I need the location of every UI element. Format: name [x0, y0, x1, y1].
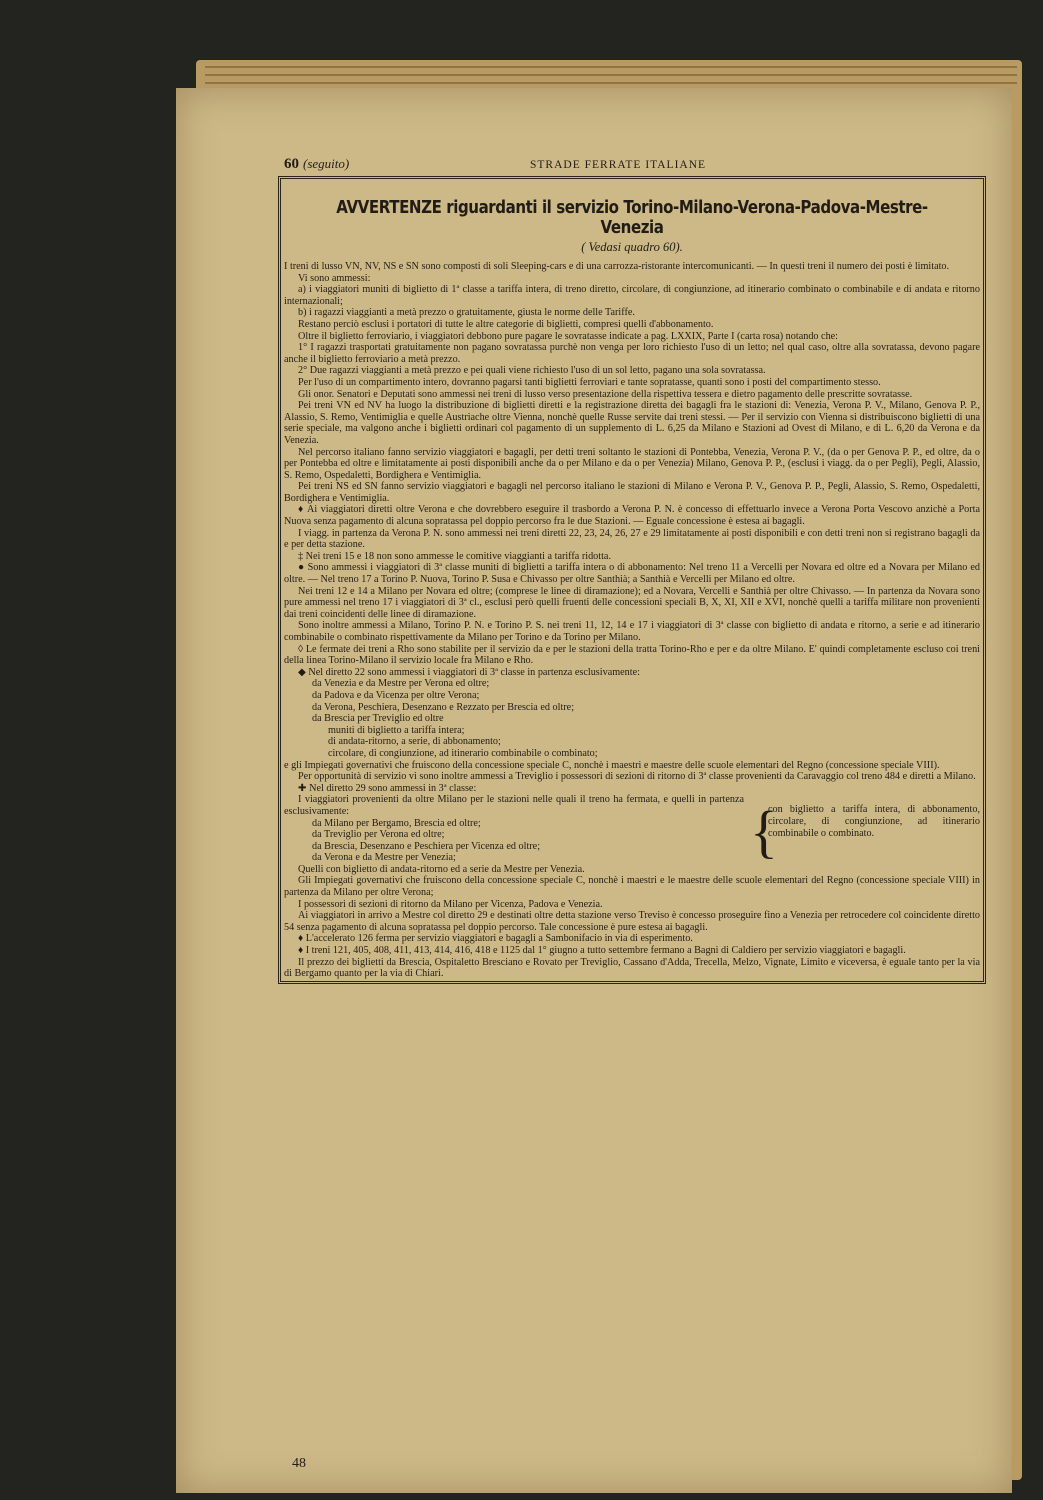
paragraph: ‡ Nei treni 15 e 18 non sono ammesse le comitive viaggianti a tariffa ridotta.: [298, 550, 611, 562]
page-edge-line: [205, 74, 1017, 76]
paragraph: ◊ Le fermate dei treni a Rho sono stabilite per il servizio da e per le stazioni della tratta Torino-Rho e per e da oltre Milano. E' quindi completamente escluso coi treni della linea Torino-Milano il servizio locale fra Milano e Rho.: [284, 643, 980, 667]
list-item: da Brescia, Desenzano e Peschiera per Vicenza ed oltre;: [312, 840, 541, 852]
train-29-list: [284, 794, 744, 864]
paragraph: Sono inoltre ammessi a Milano, Torino P. N. e Torino P. S. nei treni 11, 12, 14 e 17 i viaggiatori di 3ª classe con biglietto di andata e ritorno, a serie e ad itinerario combinabile o combinato rispettivamente da Milano per Torino e da Torino per Milano.: [284, 620, 980, 643]
notice-content: [284, 184, 980, 980]
paragraph: b) i ragazzi viaggianti a metà prezzo o gratuitamente, giusta le norme delle Tariffe.: [298, 307, 635, 319]
paragraph: Oltre il biglietto ferroviario, i viaggiatori debbono pure pagare le sovratasse indicate a pag. LXXIX, Parte I (carta rosa) notando che:: [298, 330, 839, 342]
paragraph: 1° I ragazzi trasportati gratuitamente non pagano sovratassa purchè non venga per loro richiesto l'uso di un letto; nel qual caso, oltre alla sovratassa, devono pagare anche il biglietto ferroviario a metà prezzo.: [284, 342, 980, 365]
paragraph: Vi sono ammessi:: [298, 272, 371, 284]
document-page: [176, 88, 1012, 1493]
paragraph: Ai viaggiatori in arrivo a Mestre col diretto 29 e destinati oltre detta stazione verso Treviso è concesso proseguire fino a Venezia per retrocedere col coincidente diretto 54 senza pagamento di alcuna sopratassa pel doppio percorso. Tale concessione è pure estesa ai bagagli.: [284, 910, 980, 933]
running-title: STRADE FERRATE ITALIANE: [530, 159, 707, 171]
paragraph: e gli Impiegati governativi che fruiscono della concessione speciale C, nonchè i maestri e maestre delle scuole elementari del Regno (concessione speciale VIII).: [284, 759, 940, 771]
list-item: circolare, di congiunzione, ad itinerario combinabile o combinato;: [328, 747, 598, 759]
page-number: 60: [284, 156, 299, 172]
paragraph: Nei treni 12 e 14 a Milano per Novara ed oltre; (comprese le linee di diramazione); ed a Novara, Vercelli e Santhià per oltre Chivasso. — In partenza da Novara sono pure ammessi nel treno 17 i viaggiatori di 3ª cl., esclusi però quelli fruenti delle concessioni speciali B, X, XI, XII e XVI, nonchè quelli a tariffa militare non provenienti dai treni coincidenti delle linee di diramazione.: [284, 585, 980, 620]
list-item: muniti di biglietto a tariffa intera;: [328, 724, 465, 736]
list-item: da Milano per Bergamo, Brescia ed oltre;: [312, 817, 481, 829]
paragraph: ◆ Nel diretto 22 sono ammessi i viaggiatori di 3ª classe in partenza esclusivamente:: [298, 666, 640, 678]
notice-title: AVVERTENZE riguardanti il servizio Torino-Milano-Verona-Padova-Mestre-Venezia: [336, 198, 928, 238]
paragraph: Pei treni NS ed SN fanno servizio viaggiatori e bagagli nel percorso italiano le stazioni di Milano e Verona P. V., Genova P. P., Pegli, Alassio, S. Remo, Ospedaletti, Bordighera e Ventimiglia.: [284, 481, 980, 504]
paragraph: Restano perciò esclusi i portatori di tutte le altre categorie di biglietti, compresi quelli d'abbonamento.: [298, 318, 714, 330]
list-item: da Treviglio per Verona ed oltre;: [312, 829, 445, 841]
page-edge-line: [205, 82, 1017, 84]
page-header: [284, 156, 984, 178]
paragraph: ✚ Nel diretto 29 sono ammessi in 3ª classe:: [298, 782, 477, 794]
list-item: da Verona e da Mestre per Venezia;: [312, 852, 456, 864]
list-item: I viaggiatori provenienti da oltre Milano per le stazioni nelle quali il treno ha fermata, e quelli in partenza esclusivamente:: [284, 794, 744, 817]
page-edge-line: [205, 66, 1017, 68]
paragraph: Per opportunità di servizio vi sono inoltre ammessi a Treviglio i possessori di sezioni di ritorno di 3ª classe provenienti da Caravaggio col treno 484 e diretti a Milano.: [298, 771, 976, 783]
list-item: di andata-ritorno, a serie, di abbonamento;: [328, 736, 501, 748]
seguito-label: (seguito): [303, 156, 350, 171]
paragraph: ♦ Ai viaggiatori diretti oltre Verona e che dovrebbero eseguire il trasbordo a Verona P. N. è concesso di effettuarlo invece a Verona Porta Vescovo anzichè a Porta Nuova senza pagamento di alcuna sopratassa pel doppio percorso fra le due Stazioni. — Eguale concessione è estesa ai bagagli.: [284, 504, 980, 528]
paragraph: 2° Due ragazzi viaggianti a metà prezzo e pei quali viene richiesto l'uso di un sol letto, pagano una sola sovratassa.: [298, 365, 766, 377]
paragraph: I possessori di sezioni di ritorno da Milano per Vicenza, Padova e Venezia.: [298, 898, 603, 910]
list-item: da Padova e da Vicenza per oltre Verona;: [312, 689, 480, 701]
footer-page-number: 48: [292, 1456, 306, 1471]
paragraph: ♦ L'accelerato 126 ferma per servizio viaggiatori e bagagli a Sambonifacio in via di esperimento.: [298, 933, 693, 945]
paragraph: Gli Impiegati governativi che fruiscono della concessione speciale C, nonchè i maestri e le maestre delle scuole elementari del Regno (concessione speciale VIII) in partenza da Milano per oltre Verona;: [284, 875, 980, 899]
paragraph: ● Sono ammessi i viaggiatori di 3ª classe muniti di biglietti a tariffa intera o di abbonamento: Nel treno 11 a Vercelli per Novara ed oltre ed a Novara per Milano ed oltre. — Nel treno 17 a Torino P. Nuova, Torino P. Susa e Chivasso per oltre Santhià; a Santhià e Vercelli per Milano ed oltre.: [284, 562, 980, 586]
paragraph: I treni di lusso VN, NV, NS e SN sono composti di soli Sleeping-cars e di una carrozza-ristorante intercomunicanti. — In questi treni il numero dei posti è limitato.: [284, 261, 950, 272]
paragraph: a) i viaggiatori muniti di biglietto di 1ª classe a tariffa intera, di treno diretto, circolare, di congiunzione, ad itinerario combinato o combinabile e di andata e ritorno internazionali;: [284, 284, 980, 307]
paragraph: Il prezzo dei biglietti da Brescia, Ospitaletto Bresciano e Rovato per Treviglio, Cassano d'Adda, Trecella, Melzo, Vignate, Limito e viceversa, è eguale tanto per la via di Bergamo quanto per la via di Chiari.: [284, 956, 980, 980]
notice-body: [284, 261, 980, 980]
list-item: da Verona, Peschiera, Desenzano e Rezzato per Brescia ed oltre;: [312, 701, 575, 713]
paragraph: Per l'uso di un compartimento intero, dovranno pagarsi tanti biglietti ferroviari e tante sopratasse, quanti sono i posti del compartimento stesso.: [298, 376, 881, 388]
brace-symbol: {: [750, 799, 778, 865]
list-item: da Venezia e da Mestre per Verona ed oltre;: [312, 678, 490, 690]
paragraph: Pei treni VN ed NV ha luogo la distribuzione di biglietti diretti e la registrazione diretta dei bagagli fra le stazioni di: Venezia, Verona P. V., Milano, Genova P. P., Alassio, S. Remo, Ventimiglia e quelle Austriache oltre Vienna, nonchè quelle Russe servite dai treni stessi. — Per il servizio con Vienna si distribuiscono biglietti di una serie speciale, ma valgono anche i biglietti ordinari col pagamento di un supplemento di L. 6,25 da Milano e Stazioni ad Ovest di Milano, e di L. 6,20 da Verona e da Venezia.: [284, 400, 980, 446]
list-item: da Brescia per Treviglio ed oltre: [312, 713, 444, 725]
paragraph: Nel percorso italiano fanno servizio viaggiatori e bagagli, per detti treni soltanto le stazioni di Pontebba, Venezia, Verona P. V., (da o per Genova P. P., ed oltre, da o per Pontebba ed oltre e limitatamente ai posti disponibili anche da o per Milano e da o per Venezia) Milano, Genova P. P., (esclusi i viagg. da o per Pegli), Pegli, Alassio, S. Remo, Ospedaletti, Bordighera e Ventimiglia.: [284, 446, 980, 481]
paragraph: ♦ I treni 121, 405, 408, 411, 413, 414, 416, 418 e 1125 dal 1° giugno a tutto settembre fermano a Bagni di Caldiero per servizio viaggiatori e bagagli.: [298, 945, 906, 957]
paragraph: Quelli con biglietto di andata-ritorno ed a serie da Mestre per Venezia.: [298, 863, 585, 875]
page-number-top: [284, 156, 349, 173]
train-29-conditions: con biglietto a tariffa intera, di abbonamento, circolare, di congiunzione, ad itinerario combinabile o combinato.: [768, 804, 980, 839]
paragraph: Gli onor. Senatori e Deputati sono ammessi nei treni di lusso verso presentazione della rispettiva tessera e dietro pagamento delle prescritte sovratasse.: [298, 388, 913, 400]
train-29-block: [284, 794, 980, 864]
notice-subtitle: ( Vedasi quadro 60).: [581, 240, 683, 254]
paragraph: I viagg. in partenza da Verona P. N. sono ammessi nei treni diretti 22, 23, 24, 26, 27 e 29 limitatamente ai posti disponibili e con detti treni non si registrano bagagli da e per detta stazione.: [284, 527, 980, 551]
